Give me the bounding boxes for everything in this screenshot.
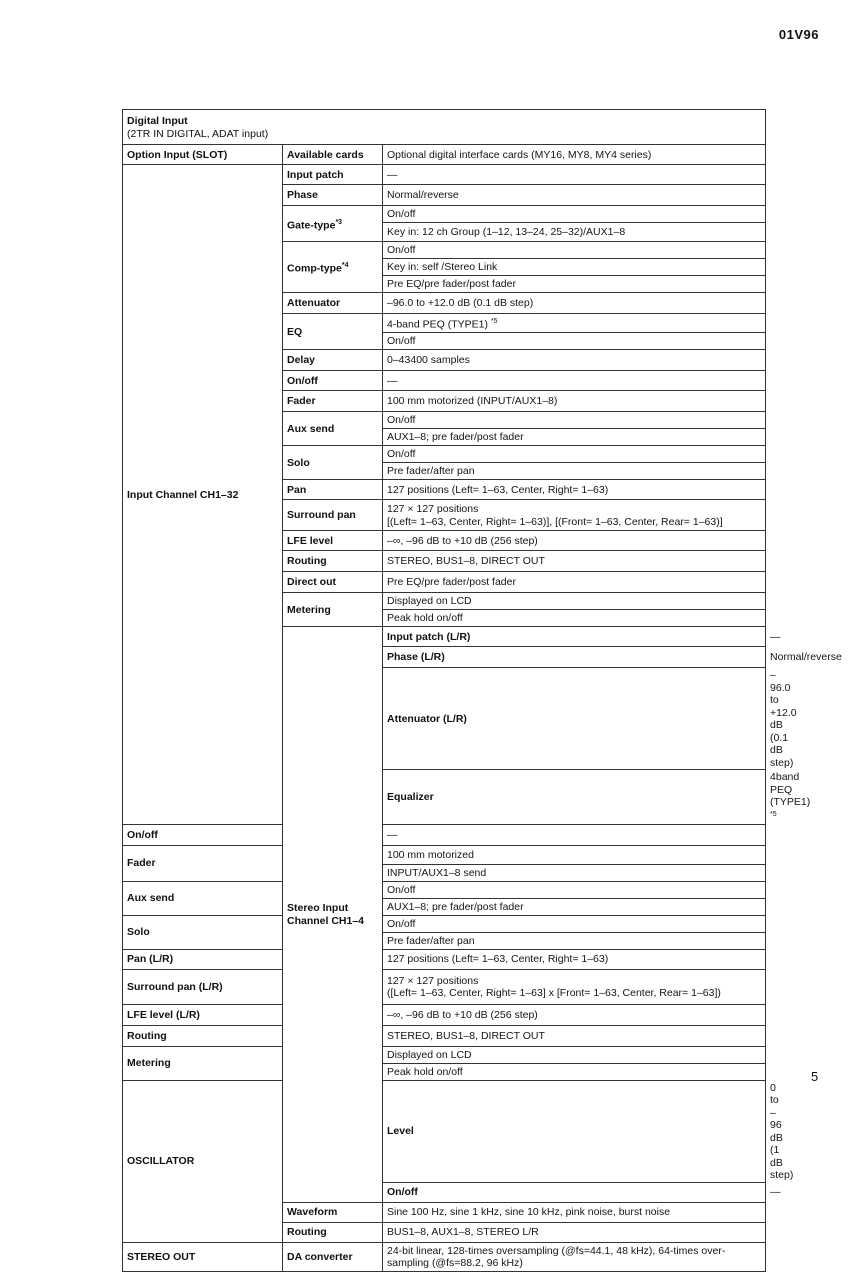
param-value: Key in: self /Stereo Link	[383, 259, 766, 276]
table-row	[123, 824, 766, 845]
param-value: –∞, –96 dB to +10 dB (256 step)	[383, 1004, 766, 1025]
param-label: Metering	[283, 593, 383, 627]
param-label: On/off	[123, 824, 283, 845]
stereo-out-category: STEREO OUT	[123, 1242, 283, 1271]
param-value: AUX1–8; pre fader/post fader	[383, 429, 766, 446]
param-label: On/off	[383, 1182, 766, 1202]
surround-line-2: [(Left= 1–63, Center, Right= 1–63)], [(Front= 1–63, Center, Rear= 1–63)]	[387, 515, 723, 528]
param-label: Pan (L/R)	[123, 949, 283, 969]
param-value: —	[383, 165, 766, 185]
param-value: Displayed on LCD	[383, 593, 766, 610]
param-value: Peak hold on/off	[383, 1063, 766, 1080]
param-label: DA converter	[283, 1242, 383, 1271]
param-value: On/off	[383, 915, 766, 932]
param-value: BUS1–8, AUX1–8, STEREO L/R	[383, 1222, 766, 1242]
param-label	[283, 206, 383, 242]
da-line-2: sampling (@fs=88.2, 96 kHz)	[387, 1257, 523, 1269]
param-label: Routing	[123, 1025, 283, 1046]
param-value: 127 positions (Left= 1–63, Center, Right= 1–63)	[383, 949, 766, 969]
surround-line-2: ([Left= 1–63, Center, Right= 1–63] x [Front= 1–63, Center, Rear= 1–63])	[387, 987, 721, 999]
param-value	[383, 314, 766, 333]
param-value: Displayed on LCD	[383, 1046, 766, 1063]
table-row: Phase (L/R) Normal/reverse	[123, 647, 766, 668]
param-label: Metering	[123, 1046, 283, 1080]
param-label: Solo	[283, 446, 383, 480]
digital-input-header	[123, 110, 766, 145]
param-value: INPUT/AUX1–8 send	[383, 864, 766, 881]
option-input-category: Option Input (SLOT)	[123, 145, 283, 165]
footnote-marker: *5	[770, 810, 777, 818]
table-row	[123, 165, 766, 185]
param-value: On/off	[383, 881, 766, 898]
digital-input-title: Digital Input	[127, 115, 188, 127]
param-label: Attenuator	[283, 293, 383, 314]
param-label: Routing	[283, 1222, 383, 1242]
table-row: On/off —	[123, 1182, 766, 1202]
table-row	[123, 1242, 766, 1271]
param-label: Fader	[123, 845, 283, 881]
available-cards-label: Available cards	[283, 145, 383, 165]
row-digital-input	[123, 110, 766, 145]
param-label: Pan	[283, 480, 383, 500]
param-label: LFE level	[283, 531, 383, 551]
param-value	[383, 1242, 766, 1271]
table-row	[123, 1025, 766, 1046]
param-label: Aux send	[283, 412, 383, 446]
table-row: OSCILLATOR Level 0 to –96 dB (1 dB step)	[123, 1080, 766, 1182]
param-label: Input patch	[283, 165, 383, 185]
param-value	[383, 500, 766, 531]
param-label: Phase (L/R)	[383, 647, 766, 668]
param-label: Surround pan (L/R)	[123, 969, 283, 1004]
table-row	[123, 845, 766, 864]
param-label: Level	[383, 1080, 766, 1182]
param-value: –96.0 to +12.0 dB (0.1 dB step)	[383, 293, 766, 314]
page-number: 5	[811, 1069, 819, 1084]
da-line-1: 24-bit linear, 128-times oversampling (@fs=44.1, 48 kHz), 64-times over-	[387, 1244, 726, 1257]
table-row	[123, 969, 766, 1004]
param-value: –∞, –96 dB to +10 dB (256 step)	[383, 531, 766, 551]
param-label	[283, 242, 383, 293]
table-row	[123, 915, 766, 932]
param-value	[383, 969, 766, 1004]
param-value: Pre fader/after pan	[383, 932, 766, 949]
param-label: Equalizer	[383, 770, 766, 825]
param-value: Pre EQ/pre fader/post fader	[383, 276, 766, 293]
param-value: Key in: 12 ch Group (1–12, 13–24, 25–32)/AUX1–8	[383, 223, 766, 242]
param-label: Surround pan	[283, 500, 383, 531]
table-row	[123, 1004, 766, 1025]
param-value: 127 positions (Left= 1–63, Center, Right= 1–63)	[383, 480, 766, 500]
eq-type: 4band PEQ (TYPE1)	[770, 771, 811, 808]
surround-line-1: 127 × 127 positions	[387, 974, 479, 987]
param-label: Routing	[283, 551, 383, 572]
comp-label: Comp-type	[287, 262, 342, 275]
param-value: On/off	[383, 446, 766, 463]
param-value: Pre fader/after pan	[383, 463, 766, 480]
param-value: 0–43400 samples	[383, 350, 766, 371]
param-value: Normal/reverse	[383, 185, 766, 206]
param-value: On/off	[383, 242, 766, 259]
param-label: Solo	[123, 915, 283, 949]
param-value: STEREO, BUS1–8, DIRECT OUT	[383, 551, 766, 572]
param-label: Input patch (L/R)	[383, 627, 766, 647]
param-value: On/off	[383, 206, 766, 223]
input-channel-category: Input Channel CH1–32	[123, 165, 283, 825]
row-option-input	[123, 145, 766, 165]
param-label: EQ	[283, 314, 383, 350]
param-value: —	[383, 824, 766, 845]
param-label: LFE level (L/R)	[123, 1004, 283, 1025]
table-row: Stereo Input Channel CH1–4 Input patch (L/R) —	[123, 627, 766, 647]
param-label: On/off	[283, 371, 383, 391]
param-label: Delay	[283, 350, 383, 371]
param-value: —	[383, 371, 766, 391]
footnote-marker: *5	[490, 318, 498, 325]
stereo-input-category: Stereo Input Channel CH1–4	[283, 627, 383, 1203]
param-label: Aux send	[123, 881, 283, 915]
table-row: Attenuator (L/R) –96.0 to +12.0 dB (0.1 dB step)	[123, 668, 766, 770]
oscillator-category: OSCILLATOR	[123, 1080, 283, 1242]
param-value: On/off	[383, 333, 766, 350]
gate-label: Gate-type	[287, 219, 336, 231]
model-name: 01V96	[778, 27, 819, 42]
available-cards-value: Optional digital interface cards (MY16, MY8, MY4 series)	[383, 145, 766, 165]
param-label: Phase	[283, 185, 383, 206]
spec-table	[122, 109, 842, 1272]
footnote-marker: *3	[335, 218, 343, 226]
eq-type: 4-band PEQ (TYPE1)	[387, 318, 488, 331]
param-label: Fader	[283, 391, 383, 412]
digital-input-subtitle: (2TR IN DIGITAL, ADAT input)	[127, 127, 269, 140]
param-label: Direct out	[283, 572, 383, 593]
table-row	[123, 1046, 766, 1063]
param-value: 100 mm motorized	[383, 845, 766, 864]
param-label: Waveform	[283, 1202, 383, 1222]
table-row	[123, 949, 766, 969]
footnote-marker: *4	[341, 262, 349, 269]
param-label: Attenuator (L/R)	[383, 668, 766, 770]
param-value: Peak hold on/off	[383, 610, 766, 627]
param-value: 100 mm motorized (INPUT/AUX1–8)	[383, 391, 766, 412]
table-row	[123, 881, 766, 898]
param-value: On/off	[383, 412, 766, 429]
param-value: STEREO, BUS1–8, DIRECT OUT	[383, 1025, 766, 1046]
surround-line-1: 127 × 127 positions	[387, 503, 479, 515]
param-value: Sine 100 Hz, sine 1 kHz, sine 10 kHz, pink noise, burst noise	[383, 1202, 766, 1222]
param-value: AUX1–8; pre fader/post fader	[383, 898, 766, 915]
param-value: Pre EQ/pre fader/post fader	[383, 572, 766, 593]
